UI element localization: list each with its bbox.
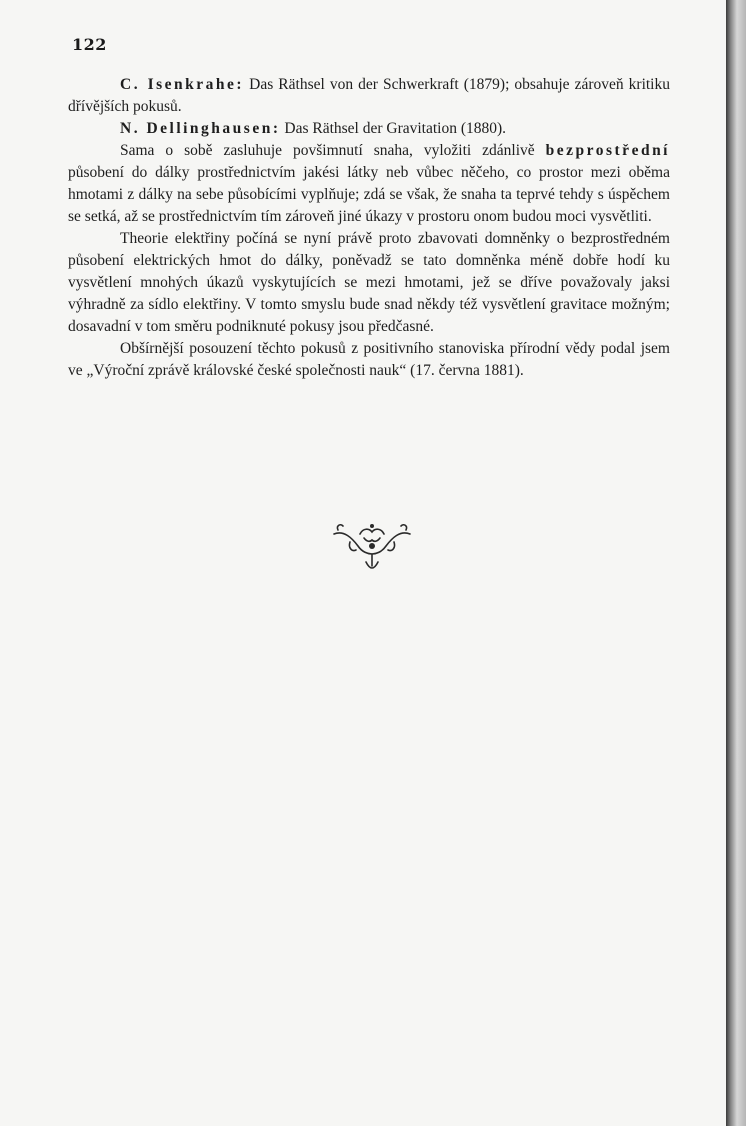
author-name: N. Dellinghausen: (120, 120, 281, 137)
author-name: C. Isenkrahe: (120, 76, 245, 93)
paragraph-review-note: Obšírnější posouzení těchto pokusů z positivního stanoviska přírodní vědy podal jsem ve „Výroční zprávě královské české společnosti nauk“ (17. června 1881). (68, 340, 670, 379)
page-number: 122 (72, 35, 107, 54)
body-text (68, 74, 670, 382)
reference-isenkrahe (68, 74, 670, 118)
emphasized-term: bezprostřední (545, 142, 670, 159)
page-edge-shadow (726, 0, 746, 1126)
paragraph-text: Sama o sobě zasluhuje povšimnutí snaha, vyložiti zdánlivě (120, 142, 546, 159)
paragraph-electricity-theory: Theorie elektřiny počíná se nyní právě proto zbavovati domněnky o bezprostředném působení elektrických hmot do dálky, poněvadž se tato domněnka méně dobře hodí ku vysvětlení mnohých úkazů vyskytujících se mezi hmotami, jež se dříve považovaly jaksi výhradně za sídlo elektřiny. V tomto smyslu bude snad někdy též vysvětlení gravitace možným; dosavadní v tom směru podniknuté pokusy jsou předčasné. (68, 230, 670, 335)
reference-text: Das Räthsel von der Schwerkraft (1879); obsahuje zároveň kritiku dřívějších pokusů. (68, 76, 670, 115)
fleuron-ornament-icon (330, 520, 414, 572)
reference-dellinghausen (68, 118, 670, 140)
reference-text: Das Räthsel der Gravitation (1880). (280, 120, 507, 137)
paragraph-text: působení do dálky prostřednictvím jakési látky neb vůbec něčeho, co prostor mezi oběma hmotami z dálky na sebe působícími vyplňuje; zdá se však, že snaha ta teprvé tehdy s úspěchem se setká, až se prostřednictvím tím zároveň jiné úkazy v prostoru onom budou moci vysvětliti. (68, 164, 670, 225)
paragraph-action-at-distance (68, 140, 670, 228)
